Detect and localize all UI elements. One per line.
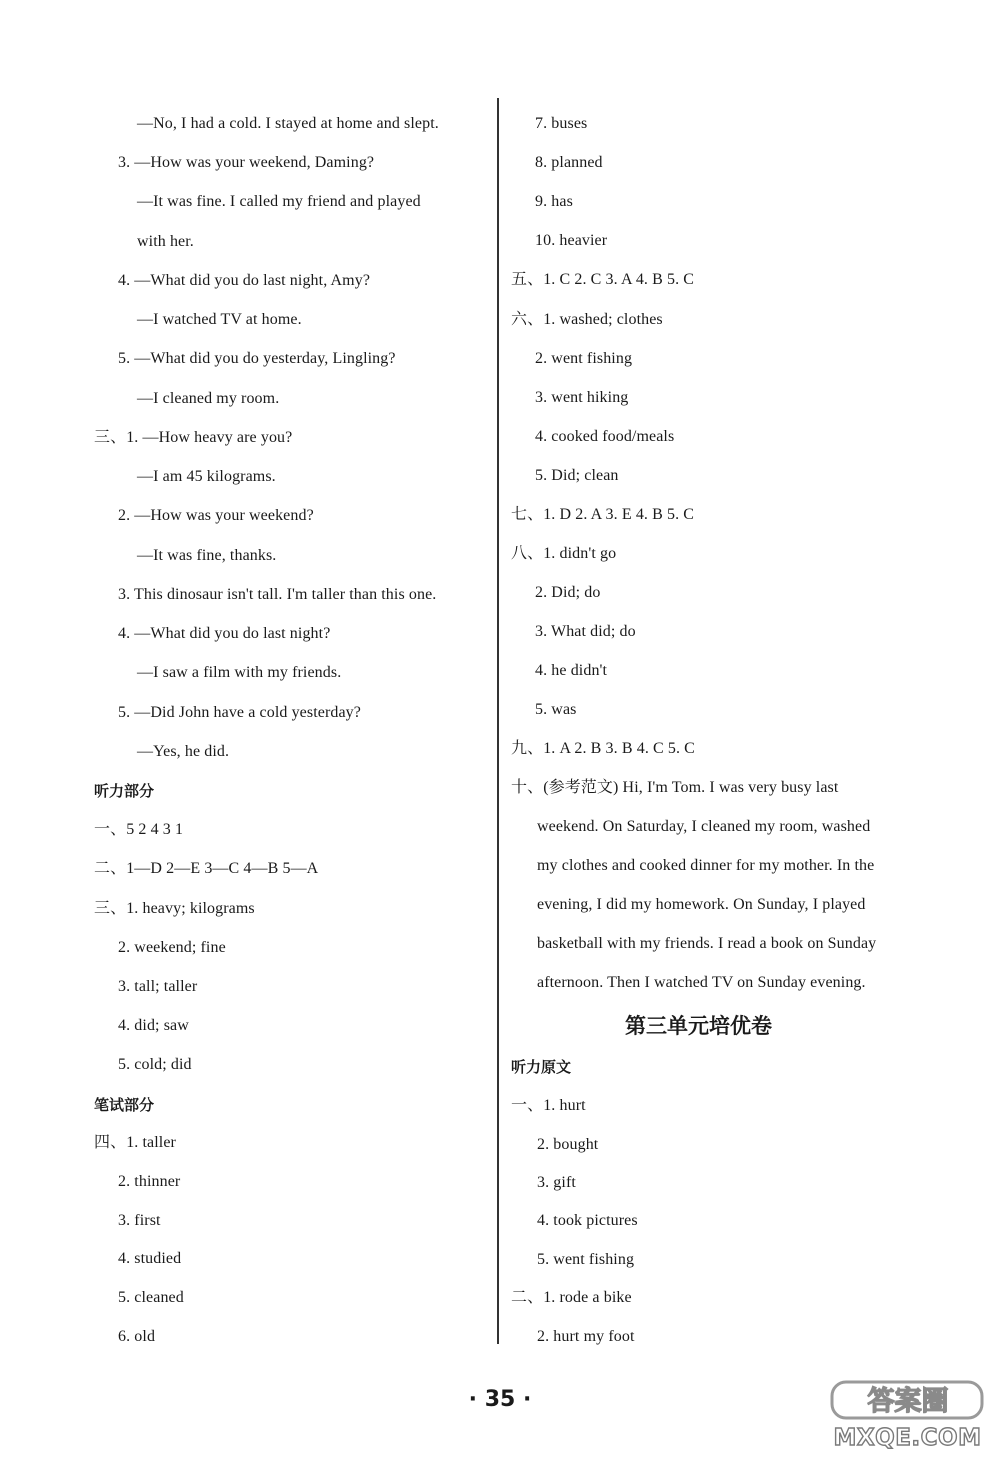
answer-line: 3. What did; do (535, 623, 636, 640)
answer-line: 4. took pictures (537, 1212, 638, 1229)
answer-line: —I saw a film with my friends. (137, 664, 342, 681)
answer-line: 十、(参考范文) Hi, I'm Tom. I was very busy last (511, 779, 839, 796)
answer-line: 5. Did; clean (535, 467, 619, 484)
answer-line: 七、1. D 2. A 3. E 4. B 5. C (511, 506, 695, 523)
answer-line: 2. —How was your weekend? (118, 507, 314, 524)
answer-line: —I am 45 kilograms. (137, 468, 276, 485)
answer-line: 四、1. taller (94, 1134, 176, 1151)
answer-line: evening, I did my homework. On Sunday, I played (537, 896, 866, 913)
answer-line: 4. —What did you do last night? (118, 625, 331, 642)
section-heading: 听力原文 (511, 1058, 572, 1076)
answer-line: 10. heavier (535, 232, 608, 249)
watermark-logo-icon (830, 1378, 985, 1422)
answer-line: 5. cold; did (118, 1056, 192, 1073)
section-heading: 笔试部分 (94, 1096, 155, 1114)
answer-line: 3. This dinosaur isn't tall. I'm taller than this one. (118, 586, 437, 603)
watermark-site-text: MXQE.COM (833, 1425, 982, 1451)
answer-line: 2. bought (537, 1136, 599, 1153)
answer-line: 3. tall; taller (118, 978, 198, 995)
answer-line: —Yes, he did. (137, 743, 230, 760)
answer-line: —I watched TV at home. (137, 311, 302, 328)
answer-line: 5. cleaned (118, 1289, 184, 1306)
answer-line: 三、1. —How heavy are you? (94, 429, 293, 446)
answer-line: 八、1. didn't go (511, 545, 617, 562)
answer-line: 5. —What did you do yesterday, Lingling? (118, 350, 396, 367)
answer-line: 3. first (118, 1212, 161, 1229)
answer-line: —It was fine. I called my friend and played (137, 193, 421, 210)
column-divider (497, 98, 499, 1344)
answer-line: 3. —How was your weekend, Daming? (118, 154, 375, 171)
answer-line: 二、1—D 2—E 3—C 4—B 5—A (94, 860, 319, 877)
page-number: · 35 · (468, 1387, 532, 1412)
answer-line: 一、5 2 4 3 1 (94, 821, 184, 838)
answer-line: 一、1. hurt (511, 1097, 586, 1114)
answer-line: 4. did; saw (118, 1017, 189, 1034)
answer-line: —No, I had a cold. I stayed at home and slept. (137, 115, 439, 132)
answer-line: 9. has (535, 193, 573, 210)
svg-text:答案圈: 答案圈 (867, 1386, 949, 1417)
answer-line: 5. —Did John have a cold yesterday? (118, 704, 361, 721)
section-heading: 听力部分 (94, 782, 155, 800)
answer-line: 4. studied (118, 1250, 182, 1267)
answer-line: 4. he didn't (535, 662, 608, 679)
answer-line: 3. went hiking (535, 389, 629, 406)
answer-line: 4. cooked food/meals (535, 428, 675, 445)
answer-line: 8. planned (535, 154, 603, 171)
answer-line: 2. weekend; fine (118, 939, 226, 956)
answer-line: afternoon. Then I watched TV on Sunday evening. (537, 974, 866, 991)
answer-line: with her. (137, 233, 194, 250)
answer-line: 2. hurt my foot (537, 1328, 635, 1345)
answer-line: 五、1. C 2. C 3. A 4. B 5. C (511, 271, 695, 288)
answer-line: —It was fine, thanks. (137, 547, 277, 564)
answer-line: 6. old (118, 1328, 156, 1345)
site-watermark (820, 1378, 995, 1456)
answer-line: 三、1. heavy; kilograms (94, 900, 255, 917)
answer-line: my clothes and cooked dinner for my mother. In the (537, 857, 875, 874)
answer-line: 5. went fishing (537, 1251, 635, 1268)
answer-line: 六、1. washed; clothes (511, 311, 663, 328)
answer-line: basketball with my friends. I read a book on Sunday (537, 935, 877, 952)
answer-line: 2. Did; do (535, 584, 601, 601)
answer-line: —I cleaned my room. (137, 390, 280, 407)
answer-line: 二、1. rode a bike (511, 1289, 632, 1306)
answer-line: 4. —What did you do last night, Amy? (118, 272, 371, 289)
answer-line: 九、1. A 2. B 3. B 4. C 5. C (511, 740, 695, 757)
answer-line: weekend. On Saturday, I cleaned my room, washed (537, 818, 871, 835)
answer-line: 3. gift (537, 1174, 576, 1191)
unit-title: 第三单元培优卷 (625, 1014, 772, 1038)
answer-line: 7. buses (535, 115, 588, 132)
answer-line: 5. was (535, 701, 577, 718)
answer-line: 2. went fishing (535, 350, 633, 367)
answer-line: 2. thinner (118, 1173, 181, 1190)
